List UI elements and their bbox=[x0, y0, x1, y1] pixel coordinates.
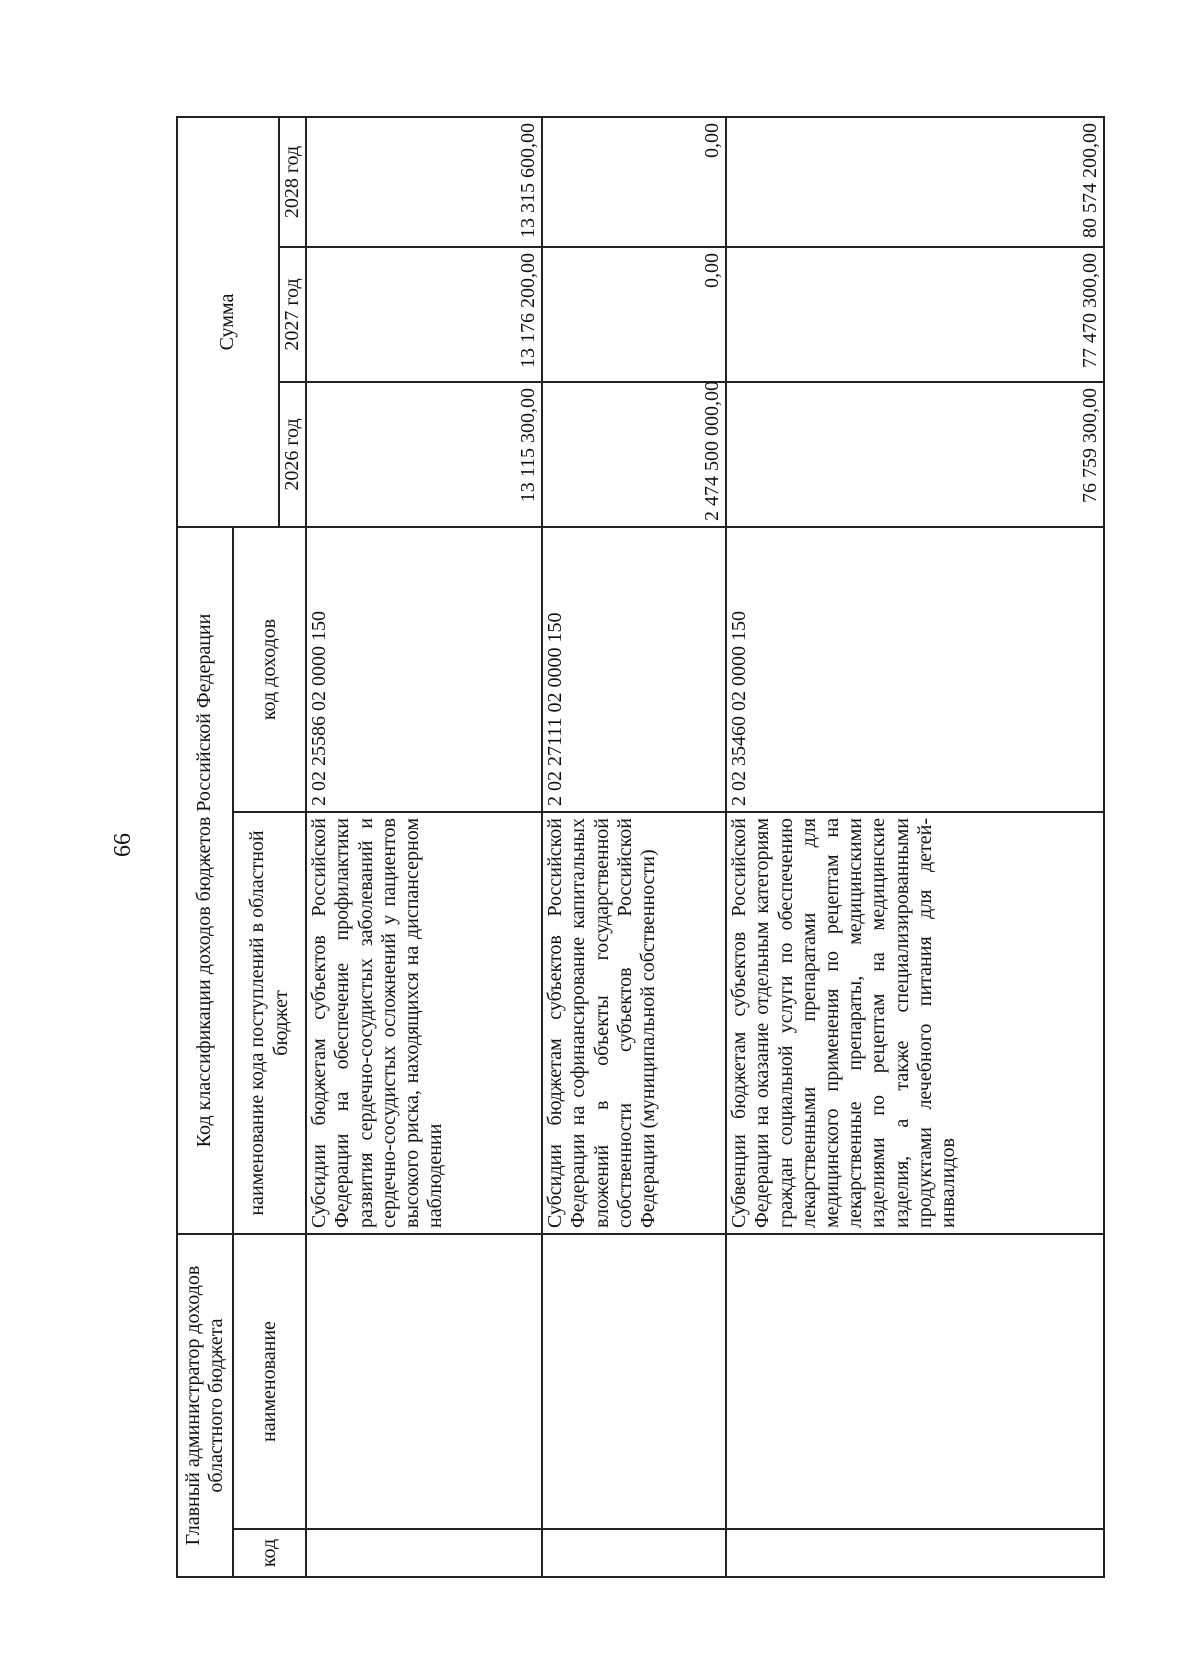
admin-name-cell bbox=[542, 1234, 726, 1529]
header-year-2028: 2028 год bbox=[279, 117, 306, 247]
header-income-code: код доходов bbox=[233, 527, 306, 812]
income-code-cell: 2 02 35460 02 0000 150 bbox=[726, 527, 1104, 812]
budget-table bbox=[176, 116, 1105, 1578]
amount-2028-cell: 80 574 200,00 bbox=[726, 117, 1104, 247]
table-row bbox=[542, 117, 726, 1577]
page-number: 66 bbox=[110, 833, 136, 857]
amount-2028-cell: 0,00 bbox=[542, 117, 726, 247]
admin-name-cell bbox=[726, 1234, 1104, 1529]
header-admin-name: наименование bbox=[233, 1234, 306, 1529]
admin-name-cell bbox=[306, 1234, 542, 1529]
header-year-2027: 2027 год bbox=[279, 247, 306, 382]
income-description-cell: Субсидии бюджетам субъектов Российской Федерации на обеспечение профилактики развития сердечно-сосудистых заболеваний и сердечно-сосудистых осложнений у пациентов высокого риска, находящихся на диспансерном наблюдении bbox=[306, 812, 542, 1234]
header-classification-group: Код классификации доходов бюджетов Российской Федерации bbox=[177, 527, 233, 1234]
header-admin-group: Главный администратор доходов областного бюджета bbox=[177, 1234, 233, 1577]
table-row bbox=[726, 117, 1104, 1577]
income-code-cell: 2 02 27111 02 0000 150 bbox=[542, 527, 726, 812]
header-admin-code: код bbox=[233, 1529, 306, 1577]
table-row bbox=[306, 117, 542, 1577]
amount-2027-cell: 0,00 bbox=[542, 247, 726, 382]
header-income-name: наименование кода поступлений в областной бюджет bbox=[233, 812, 306, 1234]
header-sum-group: Сумма bbox=[177, 117, 279, 527]
income-code-cell: 2 02 25586 02 0000 150 bbox=[306, 527, 542, 812]
admin-code-cell bbox=[306, 1529, 542, 1577]
amount-2028-cell: 13 315 600,00 bbox=[306, 117, 542, 247]
amount-2027-cell: 77 470 300,00 bbox=[726, 247, 1104, 382]
income-description-cell: Субсидии бюджетам субъектов Российской Федерации на софинансирование капитальных вложений в объекты государственной собственности субъектов Российской Федерации (муниципальной собственности) bbox=[542, 812, 726, 1234]
amount-2026-cell: 13 115 300,00 bbox=[306, 382, 542, 527]
amount-2027-cell: 13 176 200,00 bbox=[306, 247, 542, 382]
amount-2026-cell: 76 759 300,00 bbox=[726, 382, 1104, 527]
header-year-2026: 2026 год bbox=[279, 382, 306, 527]
amount-2026-cell: 2 474 500 000,00 bbox=[542, 382, 726, 527]
admin-code-cell bbox=[542, 1529, 726, 1577]
budget-table-rotated bbox=[176, 118, 1101, 1578]
income-description-cell: Субвенции бюджетам субъектов Российской Федерации на оказание отдельным категориям граждан социальной услуги по обеспечению лекарственными препаратами для медицинского применения по рецептам на лекарственные препараты, медицинскими изделиями по рецептам на медицинские изделия, а также специализированными продуктами лечебного питания для детей-инвалидов bbox=[726, 812, 1104, 1234]
header-row-1 bbox=[177, 117, 233, 1577]
admin-code-cell bbox=[726, 1529, 1104, 1577]
